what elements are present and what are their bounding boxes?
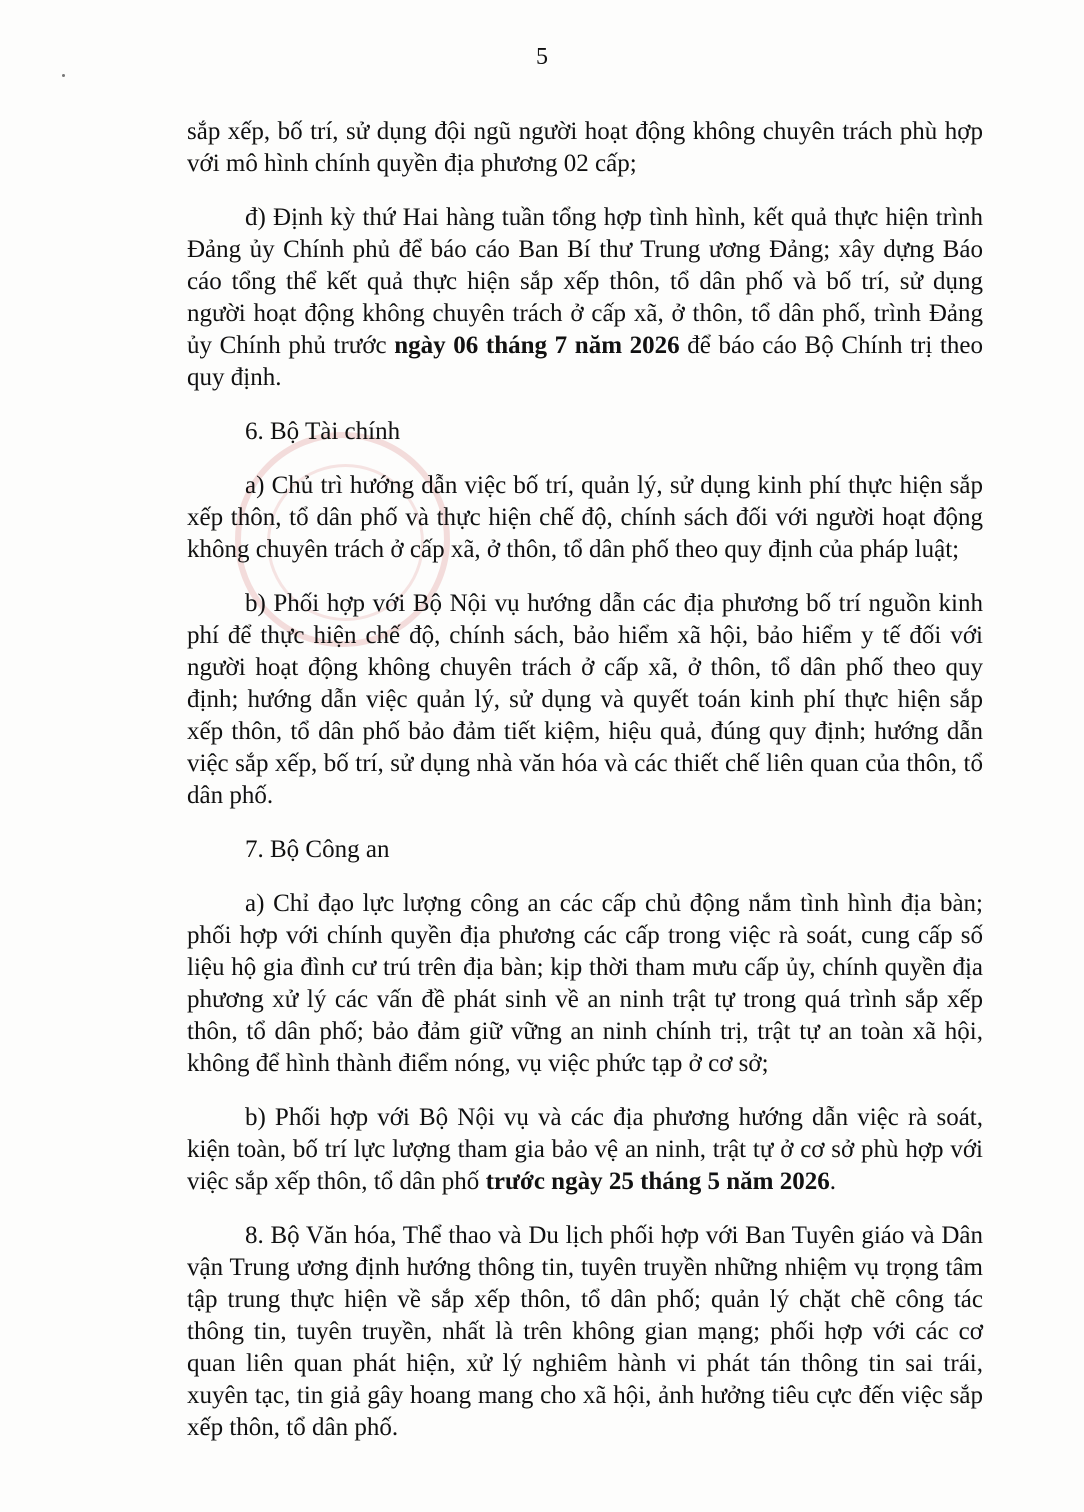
section-heading-7: 7. Bộ Công an <box>245 836 390 863</box>
scan-speck <box>62 74 65 77</box>
section-heading-6: 6. Bộ Tài chính <box>245 418 401 445</box>
deadline-bold-text: trước ngày 25 tháng 5 năm 2026 <box>485 1168 830 1195</box>
paragraph-item-dd: đ) Định kỳ thứ Hai hàng tuần tổng hợp tình hình, kết quả thực hiện trình Đảng ủy Chính phủ để báo cáo Ban Bí thư Trung ương Đảng; xây dựng Báo cáo tổng thể kết quả thực hiện sắp xếp thôn, tổ dân phố và bố trí, sử dụng người hoạt động không chuyên trách ở cấp xã, ở thôn, tổ dân phố, trình Đảng ủy Chính phủ trước ngày 06 tháng 7 năm 2026 để báo cáo Bộ Chính trị theo quy định. <box>187 204 983 391</box>
document-body <box>187 116 983 1444</box>
paragraph-7a: a) Chỉ đạo lực lượng công an các cấp chủ động nắm tình hình địa bàn; phối hợp với chính quyền địa phương các cấp trong việc rà soát, cung cấp số liệu hộ gia đình cư trú trên địa bàn; kịp thời tham mưu cấp ủy, chính quyền địa phương xử lý các vấn đề phát sinh về an ninh trật tự trong quá trình sắp xếp thôn, tổ dân phố; bảo đảm giữ vững an ninh chính trị, trật tự an toàn xã hội, không để hình thành điểm nóng, vụ việc phức tạp ở cơ sở; <box>187 890 983 1077</box>
paragraph-7b: b) Phối hợp với Bộ Nội vụ và các địa phương hướng dẫn việc rà soát, kiện toàn, bố trí lực lượng tham gia bảo vệ an ninh, trật tự ở cơ sở phù hợp với việc sắp xếp thôn, tổ dân phố trước ngày 25 tháng 5 năm 2026. <box>187 1104 983 1195</box>
paragraph-8: 8. Bộ Văn hóa, Thể thao và Du lịch phối hợp với Ban Tuyên giáo và Dân vận Trung ương định hướng thông tin, tuyên truyền những nhiệm vụ trọng tâm tập trung thực hiện về sắp xếp thôn, tổ dân phố; quản lý chặt chẽ công tác thông tin, tuyên truyền, nhất là trên không gian mạng; phối hợp với các cơ quan liên quan phát hiện, xử lý nghiêm hành vi phát tán thông tin sai trái, xuyên tạc, tin giả gây hoang mang cho xã hội, ảnh hưởng tiêu cực đến việc sắp xếp thôn, tổ dân phố. <box>187 1222 983 1441</box>
deadline-bold-text: ngày 06 tháng 7 năm 2026 <box>394 332 680 359</box>
paragraph-6a: a) Chủ trì hướng dẫn việc bố trí, quản lý, sử dụng kinh phí thực hiện sắp xếp thôn, tổ dân phố và thực hiện chế độ, chính sách đối với người hoạt động không chuyên trách ở cấp xã, ở thôn, tổ dân phố theo quy định của pháp luật; <box>187 472 983 563</box>
page-number: 5 <box>536 44 548 70</box>
paragraph-continuation: sắp xếp, bố trí, sử dụng đội ngũ người hoạt động không chuyên trách phù hợp với mô hình chính quyền địa phương 02 cấp; <box>187 118 983 177</box>
paragraph-6b: b) Phối hợp với Bộ Nội vụ hướng dẫn các địa phương bố trí nguồn kinh phí để thực hiện chế độ, chính sách, bảo hiểm xã hội, bảo hiểm y tế đối với người hoạt động không chuyên trách ở cấp xã, ở thôn, tổ dân phố theo quy định; hướng dẫn việc quản lý, sử dụng và quyết toán kinh phí thực hiện sắp xếp thôn, tổ dân phố bảo đảm tiết kiệm, hiệu quả, đúng quy định; hướng dẫn việc sắp xếp, bố trí, sử dụng nhà văn hóa và các thiết chế liên quan của thôn, tổ dân phố. <box>187 590 983 809</box>
